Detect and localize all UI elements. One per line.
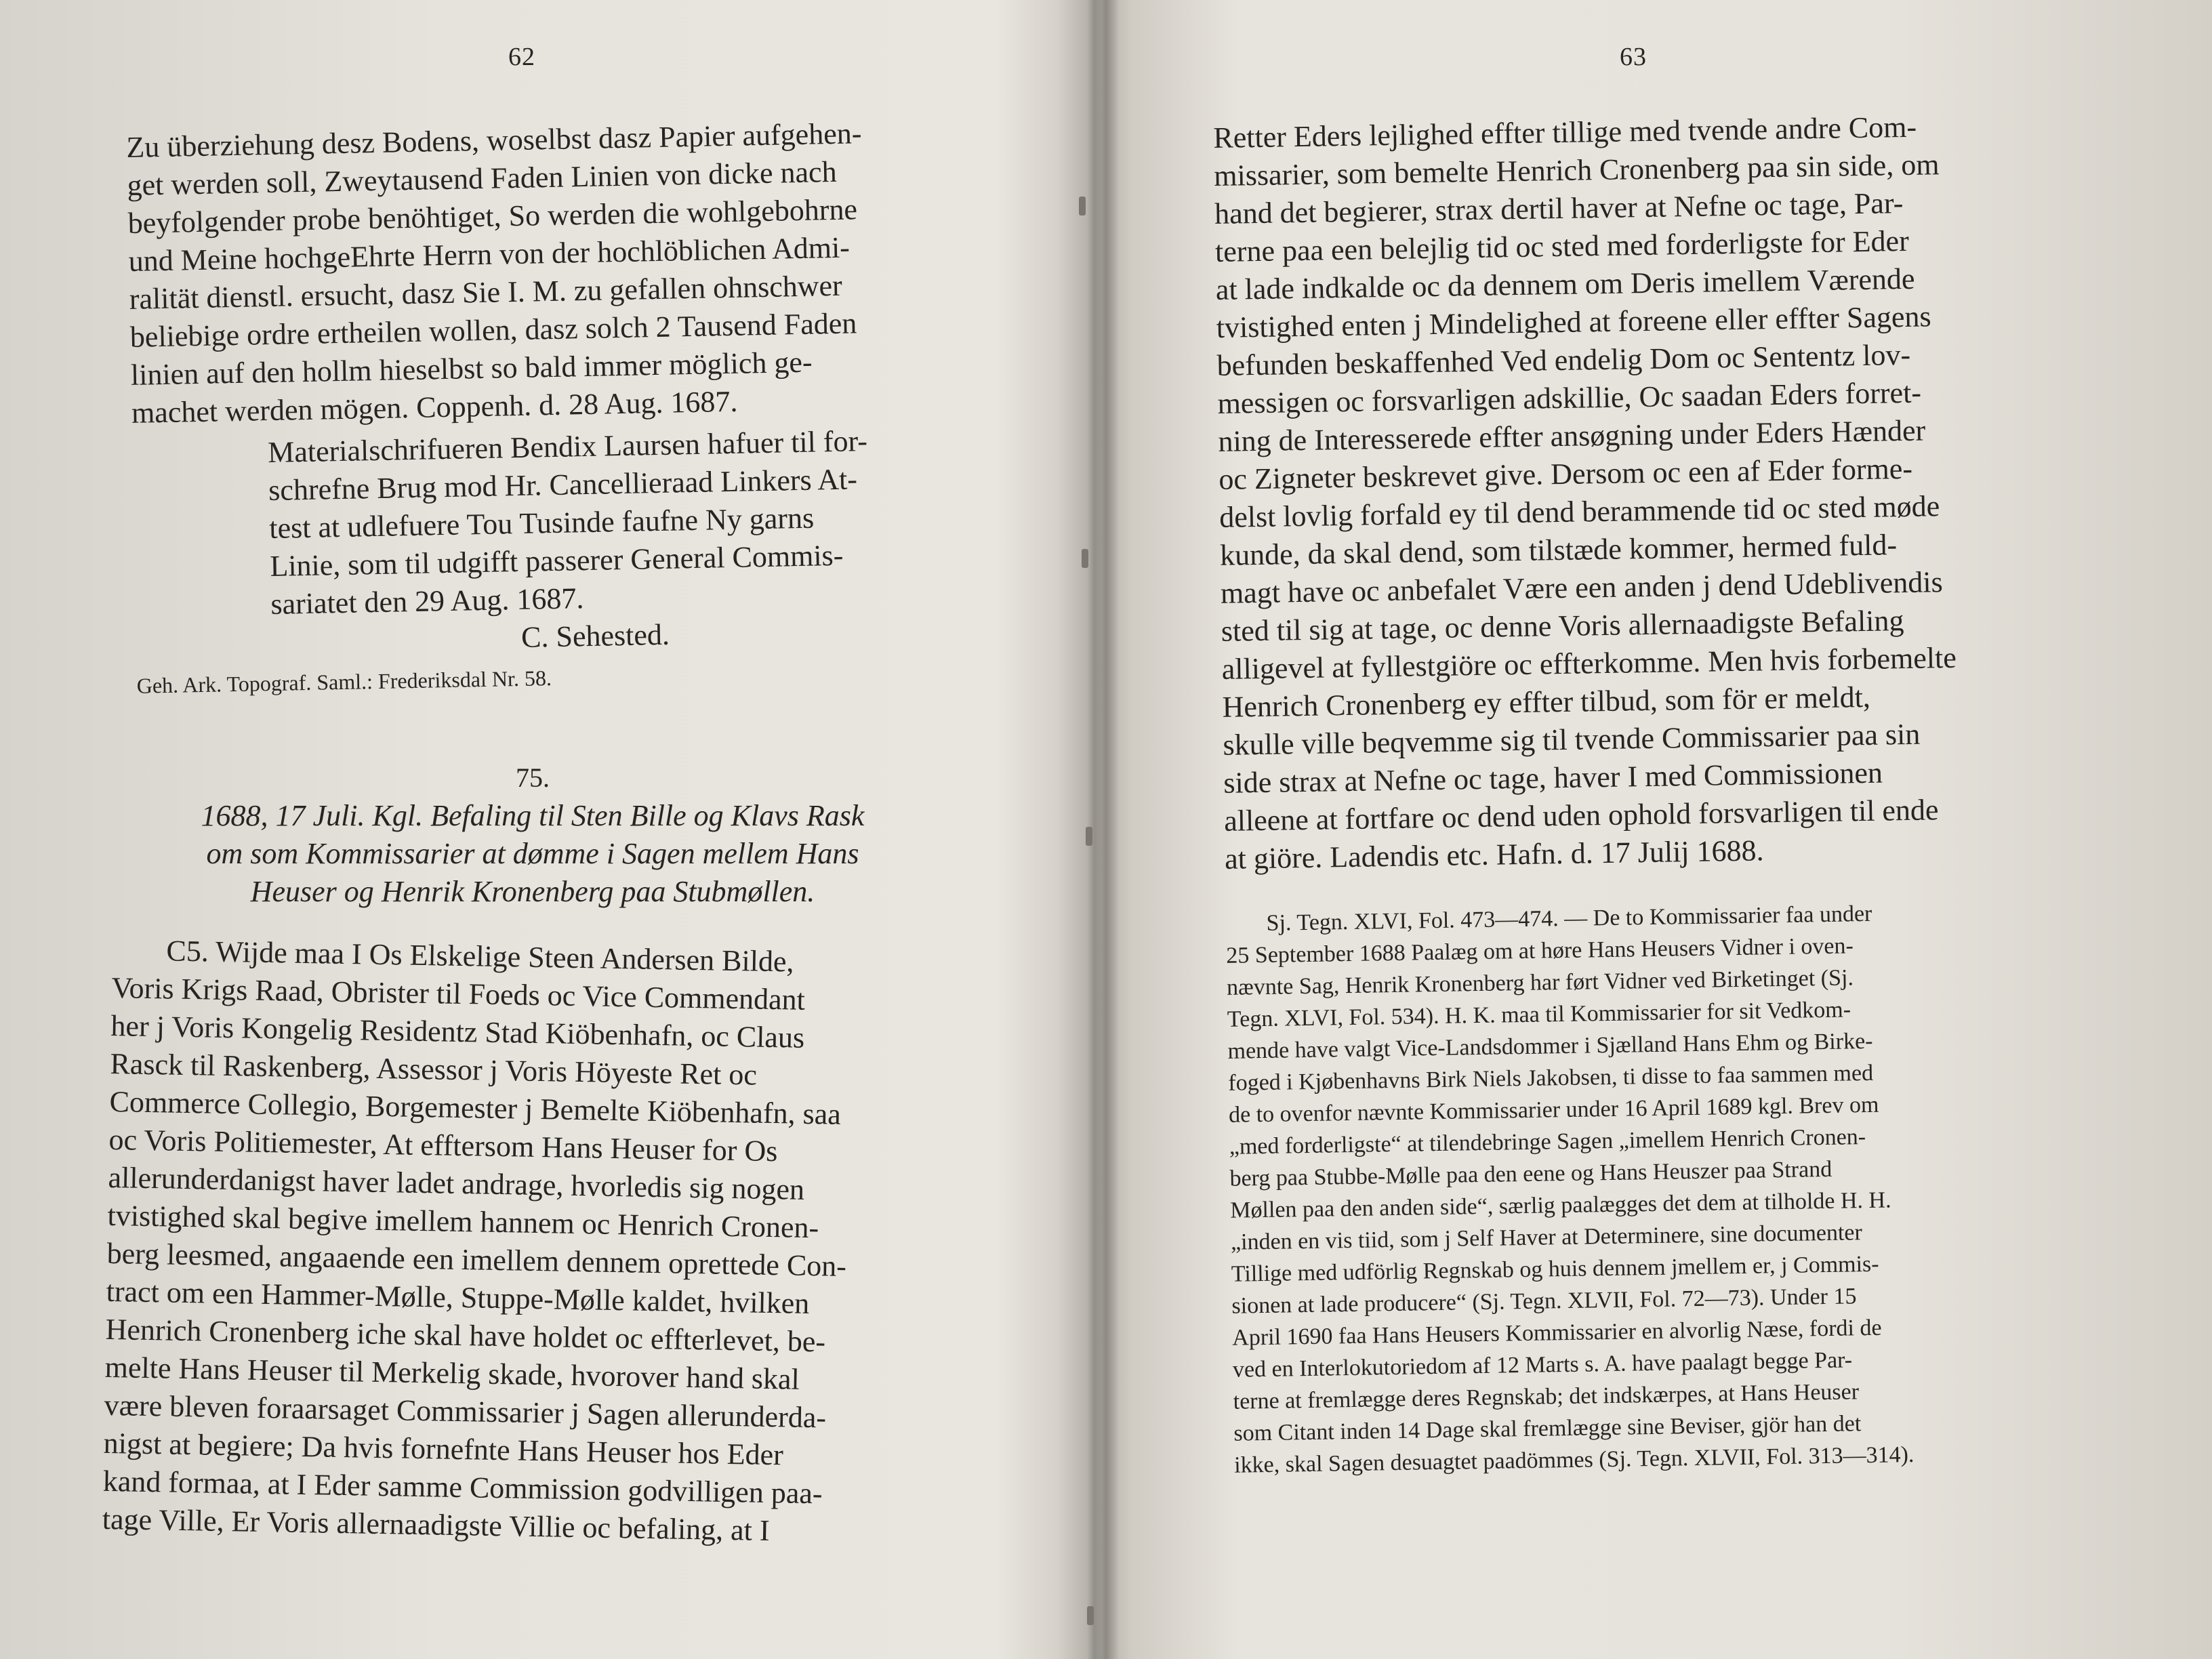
left-upper-text — [126, 112, 975, 701]
text-line: at lade indkalde oc da dennem om Deris imellem Værende — [1215, 262, 1915, 306]
text-line: missarier, som bemelte Henrich Cronenberg paa sin side, om — [1213, 148, 1940, 192]
text-line: Commerce Collegio, Borgemester j Bemelte Kiöbenhafn, saa — [109, 1084, 842, 1131]
commentary-line: ved en Interlokutoriedom af 12 Marts s. A. have paalagt begge Par- — [1232, 1347, 1853, 1382]
text-line: beyfolgender probe benöhtiget, So werden die wohlgebohrne — [127, 192, 858, 240]
receipt-note — [132, 420, 973, 626]
right-main-text — [1213, 106, 2081, 1481]
text-line: tract om een Hammer-Mølle, Stuppe-Mølle kaldet, hvilken — [106, 1274, 810, 1321]
text-line: tvistighed skal begive imellem hannem oc Henrich Cronen- — [107, 1198, 819, 1245]
text-line: test at udlefuere Tou Tusinde faufne Ny garns — [268, 501, 815, 546]
text-line: Rasck til Raskenberg, Assessor j Voris Höyeste Ret oc — [110, 1046, 758, 1092]
editorial-commentary — [1225, 895, 2081, 1481]
text-line: schrefne Brug mod Hr. Cancellieraad Linkers At- — [268, 462, 858, 508]
text-line: tvistighed enten j Mindelighed at foreene eller effter Sagens — [1216, 300, 1931, 344]
commentary-line: Tegn. XLVI, Fol. 534). H. K. maa til Kommissarier for sit Vedkom- — [1227, 997, 1851, 1032]
text-line: kunde, da skal dend, som tilstæde kommer, hermed fuld- — [1219, 528, 1898, 572]
text-line: Voris Krigs Raad, Obrister til Foeds oc Vice Commendant — [111, 970, 806, 1017]
text-line: magt have oc anbefalet Være een anden j dend Udeblivendis — [1220, 565, 1944, 610]
text-line: messigen oc forsvarligen adskillie, Oc saadan Eders forret- — [1217, 375, 1922, 420]
text-line: Materialschrifueren Bendix Laursen hafuer til for- — [267, 424, 868, 470]
text-line: sted til sig at tage, oc denne Voris allernaadigste Befaling — [1221, 604, 1904, 648]
text-line: Henrich Cronenberg iche skal have holdet oc effterlevet, be- — [105, 1312, 826, 1359]
text-line: befunden beskaffenhed Ved endelig Dom oc Sententz lov- — [1216, 337, 1911, 382]
text-line: tage Ville, Er Voris allernaadigste Villie oc befaling, at I — [102, 1502, 770, 1548]
commentary-line: Sj. Tegn. XLVI, Fol. 473—474. — De to Kommissarier faa under — [1266, 901, 1872, 936]
text-line: Linie, som til udgifft passerer General Commis- — [269, 538, 844, 583]
text-line: Henrich Cronenberg ey effter tilbud, som för er meldt, — [1222, 680, 1871, 724]
heading-line: Heuser og Henrik Kronenberg paa Stubmøllen. — [250, 875, 815, 908]
text-line: skulle ville beqvemme sig til tvende Commissarier paa sin — [1223, 717, 1921, 762]
text-line: alleene at fortfare oc dend uden ophold forsvarligen til ende — [1223, 793, 1939, 838]
text-line: sariatet den 29 Aug. 1687. — [270, 581, 584, 621]
source-reference: Geh. Ark. Topograf. Saml.: Frederiksdal Nr. 58. — [136, 665, 552, 698]
commentary-line: nævnte Sag, Henrik Kronenberg har ført Vidner ved Birketinget (Sj. — [1226, 965, 1854, 1000]
text-line: Zu überziehung desz Bodens, woselbst dasz Papier aufgehen- — [126, 117, 862, 164]
text-line: kand formaa, at I Eder samme Commission godvilligen paa- — [102, 1464, 823, 1511]
commentary-line: ikke, skal Sagen desuagtet paadömmes (Sj. Tegn. XLVII, Fol. 313—314). — [1233, 1441, 1914, 1478]
text-line: machet werden mögen. Coppenh. d. 28 Aug. 1687. — [131, 384, 738, 430]
text-line: ralität dienstl. ersucht, dasz Sie I. M. zu gefallen ohnschwer — [129, 268, 843, 316]
page-number: 63 — [1620, 43, 1647, 71]
text-line: beliebige ordre ertheilen wollen, dasz solch 2 Tausend Faden — [129, 306, 857, 354]
commentary-line: terne at fremlægge deres Regnskab; det indskærpes, at Hans Heuser — [1233, 1379, 1860, 1414]
commentary-line: sionen at lade producere“ (Sj. Tegn. XLVII, Fol. 72—73). Under 15 — [1231, 1284, 1857, 1319]
signature: C. Sehested. — [520, 617, 670, 654]
commentary-line: „med forderligste“ at tilendebringe Sagen „imellem Henrich Cronen- — [1229, 1124, 1866, 1160]
commentary-line: berg paa Stubbe-Mølle paa den eene og Hans Heuszer paa Strand — [1229, 1156, 1832, 1191]
text-line: at giöre. Ladendis etc. Hafn. d. 17 Julij 1688. — [1224, 834, 1764, 876]
left-lower-text — [102, 712, 953, 1548]
text-line: und Meine hochgeEhrte Herrn von der hochlöblichen Admi- — [128, 230, 851, 278]
text-line: side strax at Nefne oc tage, haver I med Commissionen — [1223, 756, 1883, 800]
text-line: her j Voris Kongelig Residentz Stad Kiöbenhafn, oc Claus — [110, 1008, 805, 1054]
text-line: get werden soll, Zweytausend Faden Linien von dicke nach — [127, 155, 838, 202]
document-heading — [112, 797, 953, 911]
commentary-line: 25 September 1688 Paalæg om at høre Hans Heusers Vidner i oven- — [1226, 933, 1854, 968]
text-line: være bleven foraarsaget Commissarier j Sagen allerunderda- — [104, 1388, 827, 1435]
text-line: ning de Interesserede effter ansøgning under Eders Hænder — [1218, 413, 1926, 458]
commentary-line: de to ovenfor nævnte Kommissarier under 16 April 1689 kgl. Brev om — [1228, 1092, 1879, 1128]
document-number: 75. — [516, 762, 550, 793]
text-line: alligevel at fyllestgiöre oc effterkomme. Men hvis forbemelte — [1221, 640, 1957, 686]
commentary-line: Møllen paa den anden side“, særlig paalægges det dem at tilholde H. H. — [1230, 1187, 1891, 1223]
commentary-line: som Citant inden 14 Dage skal fremlægge sine Beviser, gjör han det — [1233, 1411, 1862, 1446]
commentary-line: foged i Kjøbenhavns Birk Niels Jakobsen, ti disse to faa sammen med — [1228, 1060, 1874, 1096]
text-line: melte Hans Heuser til Merkelig skade, hvorover hand skal — [104, 1350, 800, 1396]
text-line: linien auf den hollm hieselbst so bald immer möglich ge- — [130, 345, 813, 392]
commentary-line: „inden en vis tiid, som j Self Haver at Determinere, sine documenter — [1230, 1220, 1863, 1255]
left-page — [0, 0, 1091, 1659]
text-line: allerunderdanigst haver ladet andrage, hvorledis sig nogen — [108, 1160, 805, 1206]
text-line: oc Voris Politiemester, At efftersom Hans Heuser for Os — [108, 1122, 778, 1168]
letter-continuation — [126, 112, 969, 432]
commentary-line: April 1690 faa Hans Heusers Kommissarier en alvorlig Næse, fordi de — [1231, 1315, 1882, 1351]
right-page — [1098, 0, 2212, 1659]
letter-body — [102, 931, 952, 1553]
text-line: berg leesmed, angaaende een imellem dennem oprettede Con- — [106, 1236, 847, 1283]
text-line: nigst at begiere; Da hvis fornefnte Hans Heuser hos Eder — [103, 1426, 784, 1472]
page-number: 62 — [508, 43, 535, 71]
text-line: C5. Wijde maa I Os Elskelige Steen Andersen Bilde, — [166, 934, 794, 979]
commentary-line: Tillige med udförlig Regnskab og huis dennem jmellem er, j Commis- — [1231, 1251, 1879, 1287]
letter-body-continued — [1213, 106, 2072, 878]
text-line: hand det begierer, strax dertil haver at Nefne oc tage, Par- — [1214, 186, 1904, 230]
commentary-line: mende have valgt Vice-Landsdommer i Sjælland Hans Ehm og Birke- — [1227, 1028, 1873, 1064]
text-line: Retter Eders lejlighed effter tillige med tvende andre Com- — [1213, 110, 1917, 155]
heading-line: om som Kommissarier at dømme i Sagen mellem Hans — [206, 837, 859, 870]
heading-line: 1688, 17 Juli. Kgl. Befaling til Sten Bille og Klavs Rask — [201, 799, 865, 832]
text-line: terne paa een belejlig tid oc sted med forderligste for Eder — [1214, 224, 1910, 268]
text-line: oc Zigneter beskrevet give. Dersom oc een af Eder forme- — [1218, 451, 1913, 496]
text-line: delst lovlig forfald ey til dend berammende tid oc sted møde — [1218, 489, 1940, 534]
